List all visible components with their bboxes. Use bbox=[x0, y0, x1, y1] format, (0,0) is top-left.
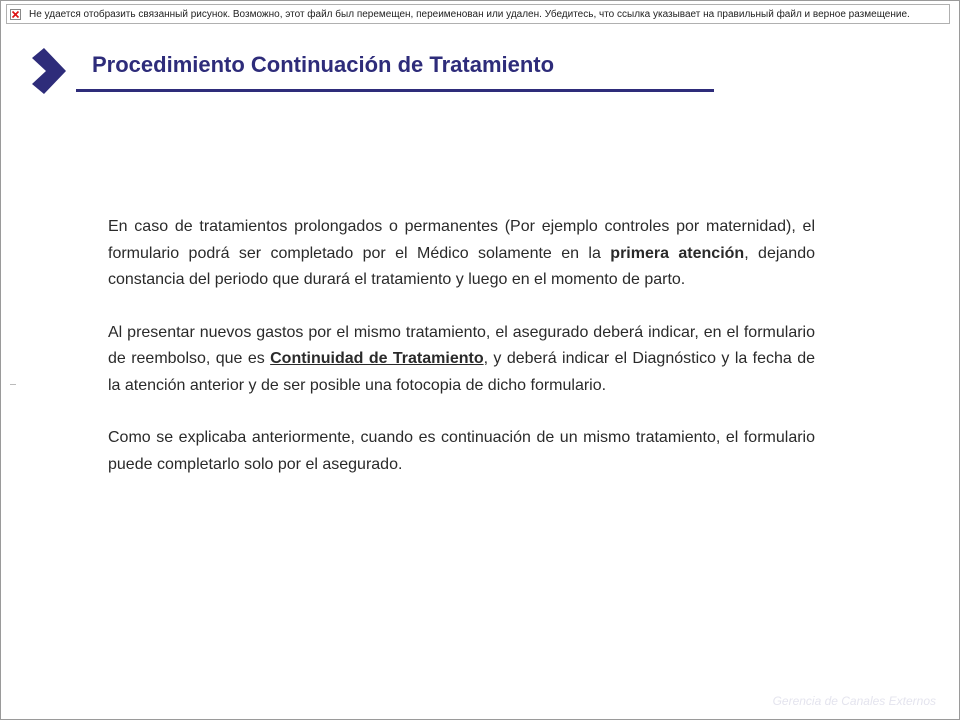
content-body bbox=[108, 214, 815, 504]
paragraph-1-text-b: , dejando constancia del periodo que durará el tratamiento y luego en el momento de parto. bbox=[108, 244, 815, 288]
paragraph-1-emphasis: primera atención bbox=[610, 244, 745, 262]
broken-image-placeholder bbox=[6, 4, 950, 24]
paragraph-2 bbox=[108, 320, 815, 400]
broken-image-message: Не удается отобразить связанный рисунок. Возможно, этот файл был перемещен, переименован или удален. Убедитесь, что ссылка указывает на правильный файл и верное размещение. bbox=[29, 8, 910, 20]
broken-image-icon bbox=[10, 9, 21, 20]
paragraph-3: Como se explicaba anteriormente, cuando es continuación de un mismo tratamiento, el formulario puede completarlo solo por el asegurado. bbox=[108, 429, 815, 473]
paragraph-2-text-a: Al presentar nuevos gastos por el mismo tratamiento, el asegurado deberá indicar, en el formulario de reembolso, que es bbox=[108, 323, 815, 367]
page-title: Procedimiento Continuación de Tratamiento bbox=[92, 52, 555, 77]
paragraph-2-text-b: , y deberá indicar el Diagnóstico y la fecha de la atención anterior y de ser posible una fotocopia de dicho formulario. bbox=[108, 350, 815, 394]
footer-text: Gerencia de Canales Externos bbox=[772, 694, 936, 708]
divider-mark bbox=[10, 384, 16, 385]
title-underline bbox=[76, 89, 714, 92]
paragraph-1-text-a: En caso de tratamientos prolongados o permanentes (Por ejemplo controles por maternidad), el formulario podrá ser completado por el Médico solamente en la bbox=[108, 218, 815, 262]
chevron-right-icon bbox=[30, 46, 70, 96]
paragraph-2-emphasis: Continuidad de Tratamiento bbox=[270, 350, 484, 367]
paragraph-1 bbox=[108, 214, 815, 294]
